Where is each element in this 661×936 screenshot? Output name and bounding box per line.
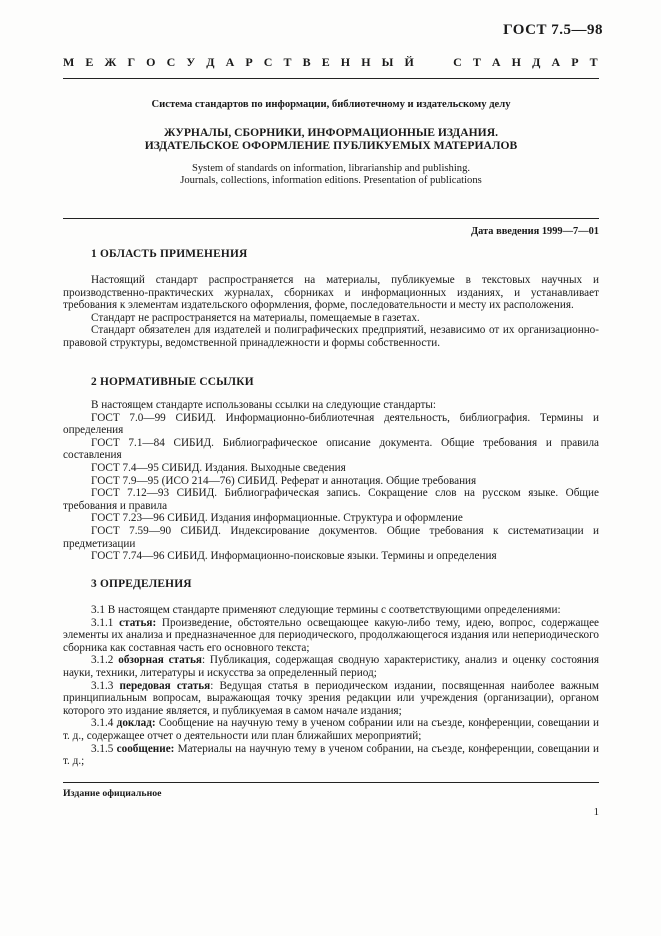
section1-paragraph: Стандарт не распространяется на материалы, помещаемые в газетах. bbox=[91, 311, 420, 324]
section3-intro: 3.1 В настоящем стандарте применяют следующие термины с соответствующими определениями: bbox=[91, 604, 561, 616]
gost-code: ГОСТ 7.5—98 bbox=[503, 22, 603, 38]
heading-letter: Й bbox=[404, 55, 414, 69]
term-name: передовая статья bbox=[119, 679, 211, 692]
section2-heading: 2 НОРМАТИВНЫЕ ССЫЛКИ bbox=[91, 376, 254, 388]
heading-letter: С bbox=[453, 55, 462, 69]
heading-letter: Т bbox=[589, 55, 598, 69]
section1-heading: 1 ОБЛАСТЬ ПРИМЕНЕНИЯ bbox=[91, 248, 248, 260]
heading-letter: Г bbox=[127, 55, 136, 69]
heading-letter: Е bbox=[321, 55, 330, 69]
heading-letter: Н bbox=[361, 55, 371, 69]
heading-letter bbox=[439, 55, 442, 70]
term-definition: : Публикация, содержащая сводную характеристику, анализ и оценку состояния науки, техники, литературы и искусства за определенный период; bbox=[63, 654, 600, 679]
edition-label: Издание официальное bbox=[63, 788, 162, 799]
term-definition: Произведение, обстоятельно освещающее какую-либо тему, идею, вопрос, содержащее элементы их анализа и предназначенное для периодического, продолжающегося издания или непериодического сборника как составная часть его основного текста; bbox=[63, 616, 600, 654]
definition-item bbox=[63, 717, 599, 742]
reference-item: ГОСТ 7.9—95 (ИСО 214—76) СИБИД. Реферат и аннотация. Общие требования bbox=[91, 474, 477, 487]
series-title: Система стандартов по информации, библиотечному и издательскому делу bbox=[151, 99, 511, 110]
term-definition: Материалы на научную тему в ученом собрании, на съезде, конференции, совещании и т. д.; bbox=[63, 742, 599, 768]
english-title-line2: Journals, collections, information editions. Presentation of publications bbox=[180, 175, 482, 186]
section1-paragraph: Настоящий стандарт распространяется на материалы, публикуемые в текстовых научных и производственно-практических журналах, сборниках и информационных изданиях, и устанавливает требования к элементам издательского оформления, форме, последовательности и месту их расположения. bbox=[63, 274, 599, 312]
reference-item: ГОСТ 7.23—96 СИБИД. Издания информационные. Структура и оформление bbox=[91, 512, 463, 525]
term-name: обзорная статья bbox=[118, 654, 202, 667]
heading-letter: Д bbox=[206, 55, 215, 69]
heading-letter: Д bbox=[532, 55, 541, 69]
term-number: 3.1.5 bbox=[91, 742, 114, 755]
heading-letter: Р bbox=[245, 55, 253, 69]
heading-letter: О bbox=[146, 55, 156, 69]
main-title-line1: ЖУРНАЛЫ, СБОРНИКИ, ИНФОРМАЦИОННЫЕ ИЗДАНИЯ. bbox=[164, 126, 498, 139]
section1-paragraph: Стандарт обязателен для издателей и полиграфических предприятий, независимо от их организационно-правовой структуры, ведомственной принадлежности и формы собственности. bbox=[63, 324, 599, 349]
term-number: 3.1.1 bbox=[91, 616, 114, 629]
heading-letter: А bbox=[491, 55, 501, 69]
section2-body bbox=[63, 399, 599, 563]
term-number: 3.1.2 bbox=[91, 654, 114, 667]
term-number: 3.1.3 bbox=[91, 679, 114, 692]
title-divider bbox=[63, 218, 599, 219]
section1-body bbox=[63, 274, 599, 350]
term-name: сообщение: bbox=[116, 742, 175, 755]
section2-intro: В настоящем стандарте использованы ссылки на следующие стандарты: bbox=[91, 399, 436, 411]
reference-item: ГОСТ 7.74—96 СИБИД. Информационно-поисковые языки. Термины и определения bbox=[91, 550, 497, 563]
main-title-line2: ИЗДАТЕЛЬСКОЕ ОФОРМЛЕНИЕ ПУБЛИКУЕМЫХ МАТЕРИАЛОВ bbox=[144, 139, 518, 152]
main-title bbox=[63, 126, 599, 152]
term-name: статья: bbox=[119, 616, 157, 629]
heading-letter bbox=[425, 55, 428, 70]
section3-heading: 3 ОПРЕДЕЛЕНИЯ bbox=[91, 578, 192, 590]
heading-letter: Е bbox=[85, 55, 94, 69]
definition-item bbox=[63, 654, 599, 679]
heading-letter: Р bbox=[571, 55, 579, 69]
heading-letter: С bbox=[263, 55, 273, 69]
term-definition: Сообщение на научную тему в ученом собрании или на съезде, конференции, совещании и т. д., содержащее отчет о деятельности или план ближайших мероприятий; bbox=[63, 717, 600, 742]
definition-item bbox=[63, 680, 599, 718]
heading-letter: А bbox=[551, 55, 561, 69]
heading-letter: Ж bbox=[104, 55, 117, 69]
section3-body bbox=[63, 604, 599, 768]
page-number: 1 bbox=[593, 806, 599, 818]
heading-letter: М bbox=[63, 55, 75, 69]
term-number: 3.1.4 bbox=[91, 717, 114, 730]
reference-item: ГОСТ 7.59—90 СИБИД. Индексирование документов. Общие требования к систематизации и предметизации bbox=[63, 524, 599, 550]
top-rule bbox=[63, 78, 599, 79]
heading-letter: Ы bbox=[381, 55, 394, 69]
heading-letter: С bbox=[166, 55, 176, 69]
term-name: доклад: bbox=[116, 717, 156, 730]
english-title bbox=[63, 163, 599, 187]
reference-item: ГОСТ 7.0—99 СИБИД. Информационно-библиотечная деятельность, библиография. Термины и определения bbox=[63, 411, 599, 437]
heading-letter: Т bbox=[472, 55, 481, 69]
footer-rule bbox=[63, 782, 599, 783]
reference-item: ГОСТ 7.12—93 СИБИД. Библиографическая запись. Сокращение слов на русском языке. Общие требования и правила bbox=[63, 487, 599, 512]
heading-letter: В bbox=[302, 55, 311, 69]
term-definition: : Ведущая статья в периодическом издании, посвященная наиболее важным принципиальным вопросам, выражающая точку зрения редакции или учреждения (организации), органом которого это издание является, и публикуемая в самом начале издания; bbox=[63, 679, 600, 717]
reference-item: ГОСТ 7.1—84 СИБИД. Библиографическое описание документа. Общие требования и правила составления bbox=[63, 436, 599, 462]
heading-letter: У bbox=[186, 55, 196, 69]
heading-letter: А bbox=[225, 55, 235, 69]
reference-item: ГОСТ 7.4—95 СИБИД. Издания. Выходные сведения bbox=[91, 461, 346, 474]
definition-item bbox=[63, 743, 599, 768]
introduction-date: Дата введения 1999—7—01 bbox=[470, 226, 599, 237]
definition-item bbox=[63, 617, 599, 655]
heading-letter: Т bbox=[283, 55, 292, 69]
heading-letter: Н bbox=[340, 55, 351, 69]
english-title-line1: System of standards on information, librarianship and publishing. bbox=[191, 163, 471, 174]
heading-letter: Н bbox=[511, 55, 522, 69]
standard-type-heading bbox=[63, 55, 598, 70]
